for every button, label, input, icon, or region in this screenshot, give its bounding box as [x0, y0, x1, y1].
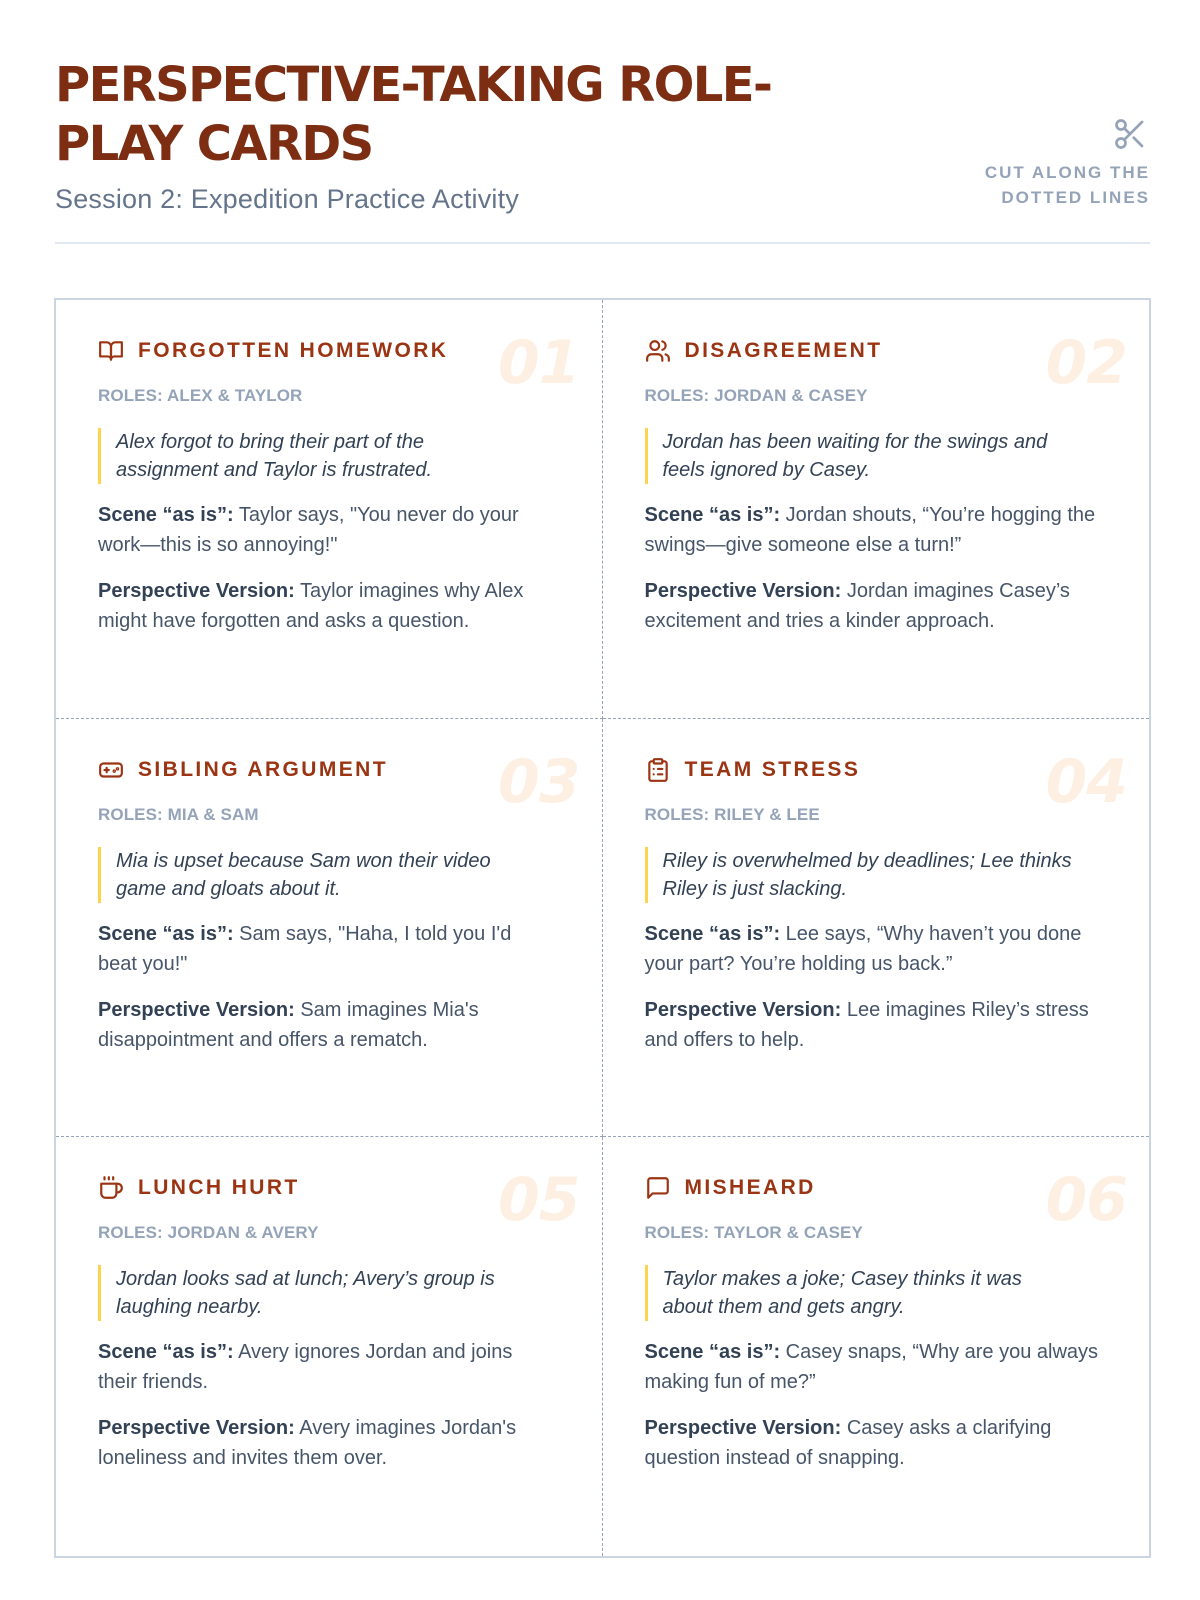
scene-text: Lee says, “Why haven’t you done your part? You’re holding us back.” — [644, 922, 1082, 975]
card-title: DISAGREEMENT — [684, 339, 883, 362]
perspective-text: Lee imagines Riley’s stress and offers to help. — [644, 998, 1089, 1051]
perspective-label: Perspective Version: — [98, 580, 295, 602]
clipboard-icon — [645, 757, 671, 783]
card-situation: Jordan looks sad at lunch; Avery’s group is laughing nearby. — [98, 1265, 528, 1321]
card-title: LUNCH HURT — [138, 1176, 300, 1200]
card-title: TEAM STRESS — [684, 757, 861, 781]
scene-text: Jordan shouts, “You’re hogging the swings—give someone else a turn!” — [644, 504, 1096, 556]
gamepad-icon — [98, 757, 124, 783]
perspective-text: Taylor imagines why Alex might have forgotten and asks a question. — [98, 580, 524, 632]
perspective-text: Casey asks a clarifying question instead of snapping. — [644, 1417, 1052, 1470]
cut-instructions — [950, 116, 1150, 210]
perspective-label: Perspective Version: — [98, 1417, 295, 1440]
scene-label: Scene “as is”: — [98, 504, 234, 526]
users-icon — [645, 338, 671, 364]
perspective-label: Perspective Version: — [98, 998, 295, 1021]
card-number: 05 — [498, 1165, 580, 1236]
scene-label: Scene “as is”: — [98, 922, 234, 945]
scene-as-is — [98, 500, 553, 560]
card-grid — [54, 298, 1151, 1558]
scene-label: Scene “as is”: — [644, 1341, 781, 1364]
card-situation: Taylor makes a joke; Casey thinks it was about them and gets angry. — [645, 1265, 1075, 1321]
card-number: 06 — [1045, 1165, 1127, 1236]
scene-text: Taylor says, "You never do your work—this is so annoying!" — [98, 504, 519, 556]
perspective-version — [645, 1413, 1100, 1473]
card-title: FORGOTTEN HOMEWORK — [138, 339, 449, 362]
card-number: 01 — [498, 328, 580, 398]
card-situation: Jordan has been waiting for the swings and feels ignored by Casey. — [645, 428, 1075, 484]
card-roles: ROLES: MIA & SAM — [98, 804, 259, 824]
role-card[interactable] — [56, 300, 603, 719]
card-number: 03 — [498, 746, 580, 817]
card-title: SIBLING ARGUMENT — [138, 757, 388, 781]
role-card[interactable] — [56, 719, 603, 1138]
card-roles: ROLES: TAYLOR & CASEY — [644, 1223, 863, 1243]
card-situation: Mia is upset because Sam won their video game and gloats about it. — [98, 847, 528, 903]
page-subtitle: Session 2: Expedition Practice Activity — [55, 184, 520, 214]
cut-instructions-text: CUT ALONG THE DOTTED LINES — [984, 163, 1150, 207]
scene-as-is — [98, 919, 553, 979]
scene-as-is — [645, 1337, 1100, 1397]
role-card[interactable] — [603, 300, 1150, 719]
scissors-icon — [1112, 116, 1148, 152]
scene-as-is — [645, 919, 1100, 979]
card-number: 02 — [1045, 328, 1127, 398]
scene-as-is — [645, 500, 1100, 560]
card-roles: ROLES: JORDAN & AVERY — [98, 1223, 319, 1243]
card-title: MISHEARD — [684, 1176, 816, 1200]
perspective-version — [98, 995, 553, 1055]
scene-label: Scene “as is”: — [644, 504, 781, 526]
scene-text: Casey snaps, “Why are you always making fun of me?” — [644, 1341, 1099, 1394]
card-roles: ROLES: JORDAN & CASEY — [644, 386, 868, 405]
card-roles: ROLES: ALEX & TAYLOR — [98, 386, 303, 405]
perspective-version — [98, 1413, 553, 1473]
perspective-label: Perspective Version: — [644, 1417, 842, 1440]
card-situation: Riley is overwhelmed by deadlines; Lee thinks Riley is just slacking. — [645, 847, 1075, 903]
speech-bubble-icon — [645, 1175, 671, 1201]
card-roles: ROLES: RILEY & LEE — [644, 804, 820, 824]
perspective-text: Avery imagines Jordan's loneliness and invites them over. — [98, 1417, 517, 1470]
scene-text: Sam says, "Haha, I told you I'd beat you!" — [98, 922, 512, 975]
role-card[interactable] — [56, 1137, 603, 1556]
book-icon — [98, 338, 124, 364]
card-number: 04 — [1045, 746, 1127, 817]
perspective-label: Perspective Version: — [644, 580, 842, 602]
header-divider — [55, 242, 1150, 244]
perspective-text: Jordan imagines Casey’s excitement and tries a kinder approach. — [644, 580, 1070, 632]
coffee-cup-icon — [98, 1175, 124, 1201]
perspective-version — [98, 576, 553, 636]
page-title: PERSPECTIVE-TAKING ROLE-PLAY CARDS — [55, 57, 772, 172]
scene-label: Scene “as is”: — [98, 1341, 234, 1364]
scene-as-is — [98, 1337, 553, 1397]
scene-label: Scene “as is”: — [644, 922, 781, 945]
scene-text: Avery ignores Jordan and joins their friends. — [98, 1341, 513, 1394]
perspective-label: Perspective Version: — [644, 998, 842, 1021]
role-card[interactable] — [603, 1137, 1150, 1556]
role-card[interactable] — [603, 719, 1150, 1138]
perspective-version — [645, 995, 1100, 1055]
card-situation: Alex forgot to bring their part of the assignment and Taylor is frustrated. — [98, 428, 528, 484]
perspective-text: Sam imagines Mia's disappointment and offers a rematch. — [98, 998, 479, 1051]
perspective-version — [645, 576, 1100, 636]
page-header — [55, 56, 1150, 246]
